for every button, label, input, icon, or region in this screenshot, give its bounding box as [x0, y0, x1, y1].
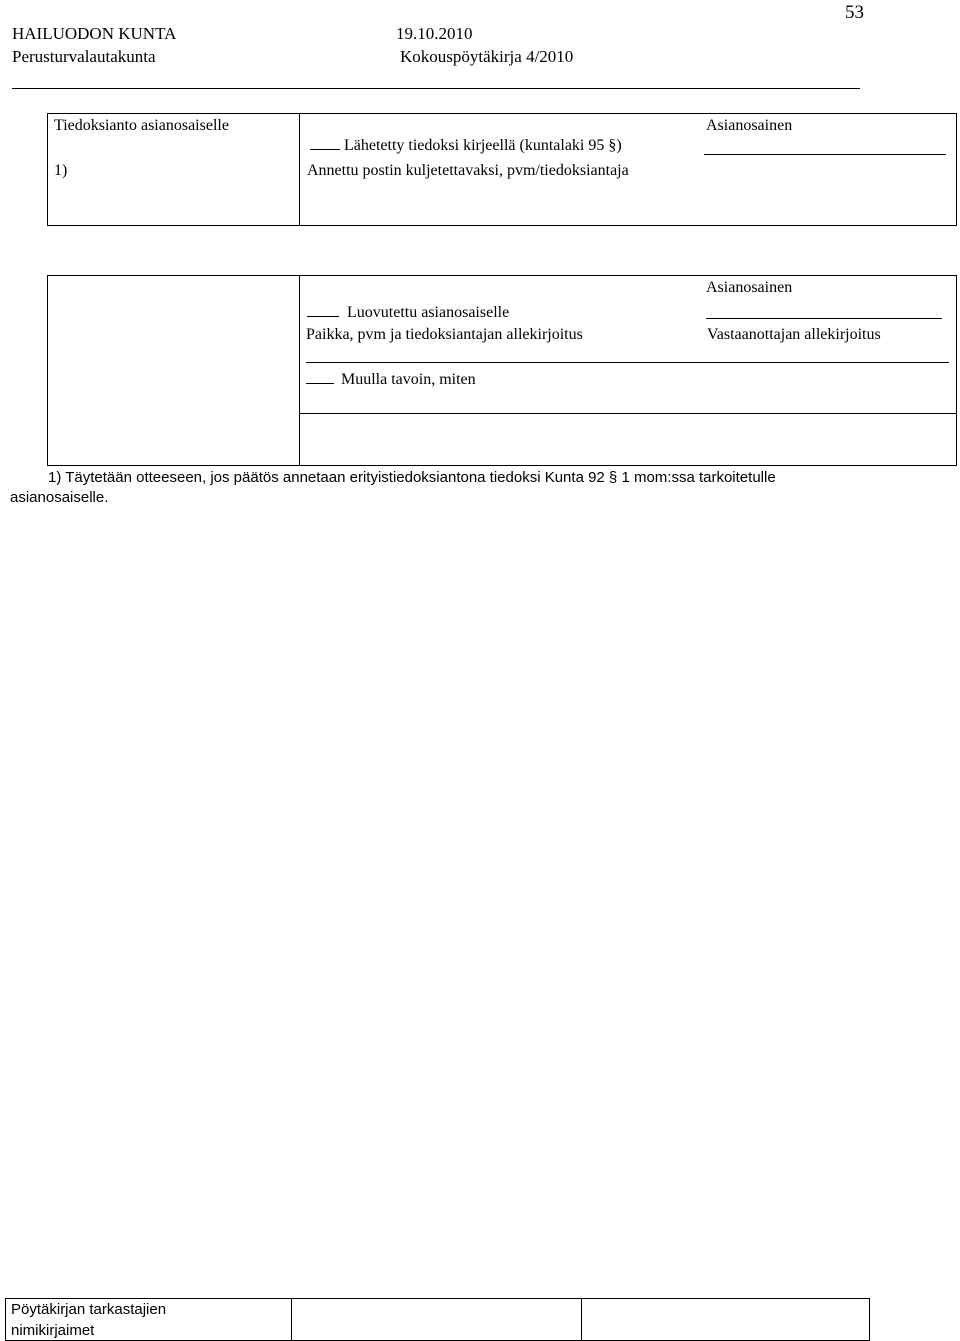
- party-signature-line[interactable]: [704, 154, 946, 155]
- minutes-title: Kokouspöytäkirja 4/2010: [400, 47, 574, 66]
- handed-over-label: Luovutettu asianosaiselle: [347, 304, 510, 321]
- municipality-name: HAILUODON KUNTA: [12, 24, 177, 43]
- notice-party-label: Asianosainen: [706, 117, 793, 134]
- handed-over-option: [307, 305, 509, 321]
- footnote-line-1: 1) Täytetään otteeseen, jos päätös annetaan erityistiedoksiantona tiedoksi Kunta 92 § 1 mom:ssa tarkoitetulle: [48, 469, 776, 486]
- notice-title: Tiedoksianto asianosaiselle: [54, 117, 229, 134]
- committee-name: Perusturvalautakunta: [12, 47, 156, 66]
- delivery-party-label: Asianosainen: [706, 279, 793, 296]
- delivery-box-divider: [299, 275, 300, 466]
- place-date-signature-label: Paikka, pvm ja tiedoksiantajan allekirjoitus: [306, 326, 583, 343]
- meeting-date: 19.10.2010: [396, 24, 473, 43]
- sent-by-letter-option: [310, 138, 622, 154]
- checkbox-blank[interactable]: [310, 148, 340, 150]
- notice-box-divider: [299, 113, 300, 226]
- recipient-party-line[interactable]: [706, 318, 942, 319]
- checkbox-blank[interactable]: [307, 315, 339, 317]
- delivery-box-split: [299, 413, 956, 414]
- other-way-label: Muulla tavoin, miten: [341, 371, 476, 388]
- footnote-ref: 1): [54, 162, 68, 179]
- checkbox-blank[interactable]: [306, 382, 334, 384]
- recipient-signature-label: Vastaanottajan allekirjoitus: [707, 326, 881, 343]
- header-rule: [12, 88, 860, 89]
- initials-field-1[interactable]: [292, 1300, 579, 1340]
- page-number: 53: [845, 2, 864, 23]
- signature-line[interactable]: [306, 362, 949, 363]
- initials-label-line-1: Pöytäkirjan tarkastajien: [11, 1301, 167, 1318]
- initials-label-line-2: nimikirjaimet: [11, 1322, 95, 1339]
- delivered-by-post-label: Annettu postin kuljetettavaksi, pvm/tiedoksiantaja: [307, 162, 629, 179]
- sent-by-letter-label: Lähetetty tiedoksi kirjeellä (kuntalaki 95 §): [344, 137, 622, 154]
- initials-field-2[interactable]: [582, 1300, 868, 1340]
- footnote-line-2: asianosaiselle.: [10, 489, 109, 506]
- other-way-option: [306, 372, 476, 388]
